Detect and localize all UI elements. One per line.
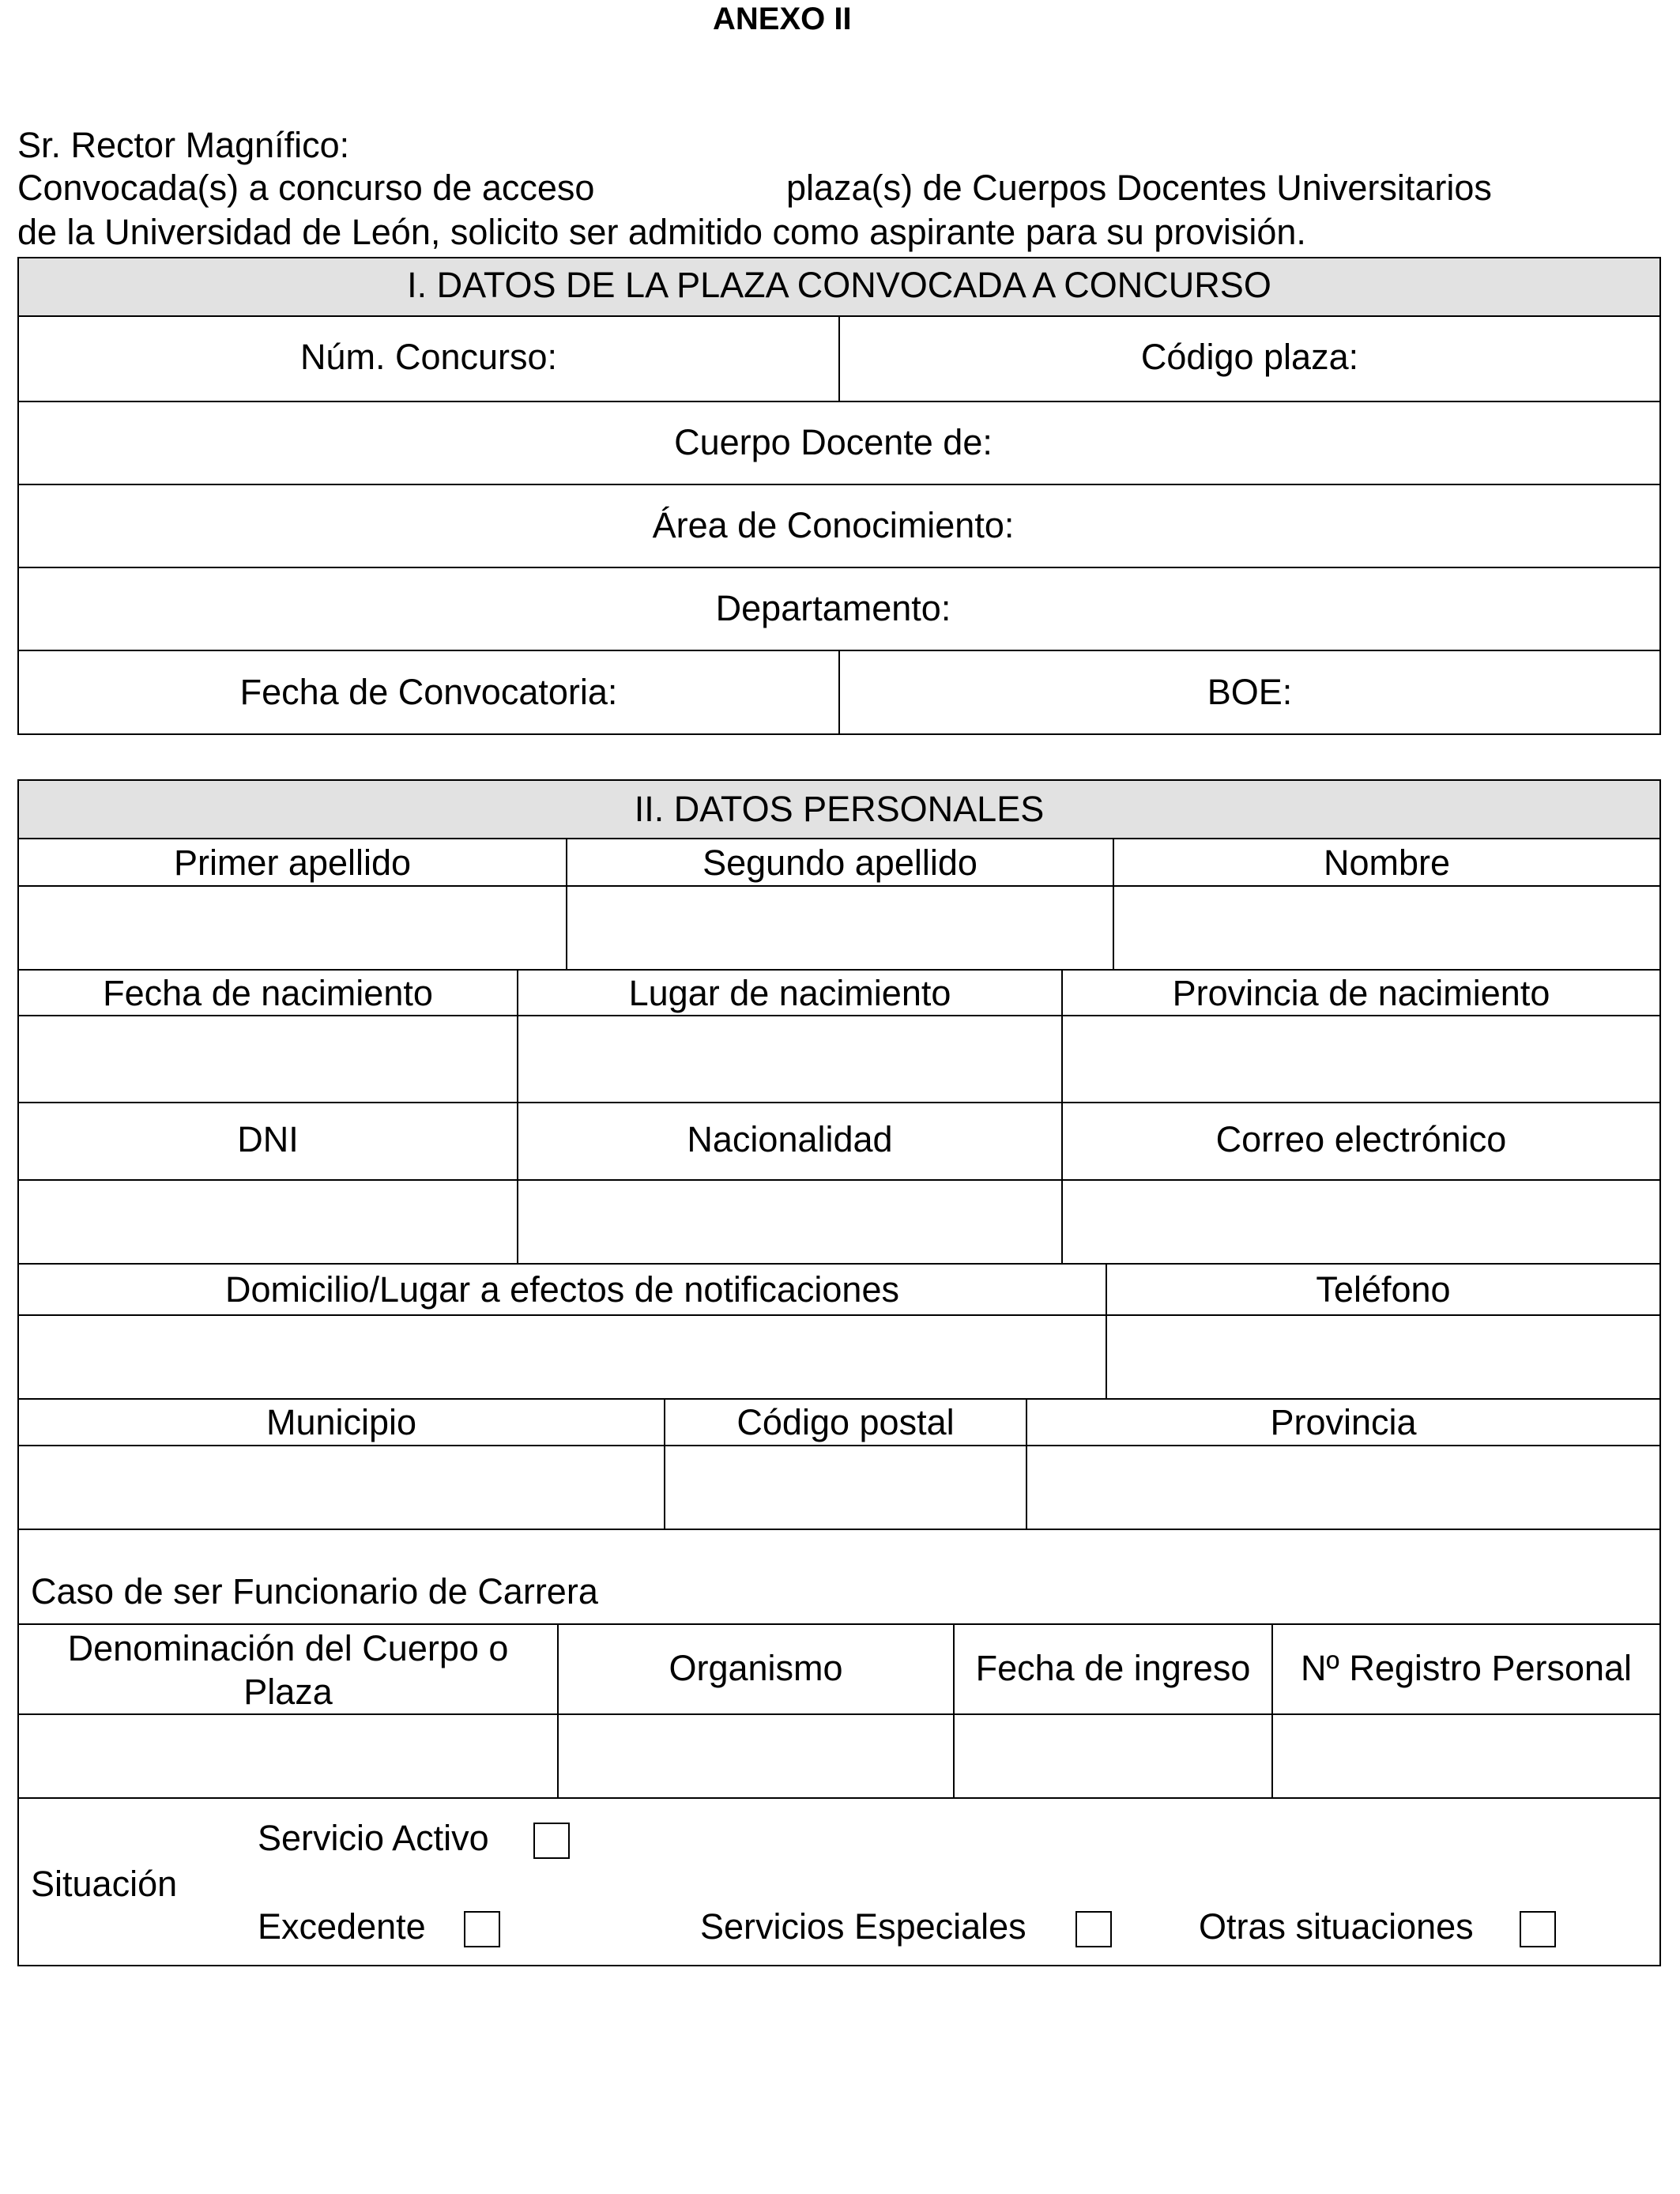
- boe-field[interactable]: [838, 650, 1661, 735]
- nombre-header: [1113, 838, 1661, 887]
- fecha-ingreso-input[interactable]: [953, 1713, 1273, 1799]
- otras-situaciones-label: Otras situaciones: [1199, 1906, 1474, 1947]
- provincia-nacimiento-label: Provincia de nacimiento: [1172, 973, 1550, 1013]
- provincia-nacimiento-header: [1061, 969, 1661, 1016]
- correo-header: [1061, 1102, 1661, 1181]
- municipio-header: [17, 1398, 665, 1446]
- excedente-checkbox[interactable]: [464, 1911, 500, 1947]
- primer-apellido-header: [17, 838, 567, 887]
- lugar-nacimiento-input[interactable]: [517, 1015, 1063, 1103]
- registro-personal-input[interactable]: [1271, 1713, 1661, 1799]
- funcionario-label: Caso de ser Funcionario de Carrera: [31, 1571, 598, 1612]
- codigo-plaza-field[interactable]: [838, 315, 1661, 402]
- lugar-nacimiento-header: [517, 969, 1063, 1016]
- document-title: ANEXO II: [713, 2, 852, 36]
- excedente-label: Excedente: [258, 1906, 426, 1947]
- fecha-convocatoria-label: Fecha de Convocatoria:: [239, 672, 618, 712]
- servicios-especiales-label: Servicios Especiales: [700, 1906, 1026, 1947]
- otras-situaciones-checkbox[interactable]: [1520, 1911, 1556, 1947]
- dni-header: [17, 1102, 518, 1181]
- nacionalidad-input[interactable]: [517, 1179, 1063, 1265]
- section-1-heading-text: I. DATOS DE LA PLAZA CONVOCADA A CONCURSO: [407, 265, 1271, 305]
- fecha-ingreso-header: [953, 1623, 1273, 1715]
- nombre-input[interactable]: [1113, 885, 1661, 971]
- section-2-heading-text: II. DATOS PERSONALES: [634, 789, 1045, 829]
- codigo-postal-input[interactable]: [664, 1445, 1027, 1530]
- fecha-convocatoria-field[interactable]: [17, 650, 840, 735]
- fecha-nacimiento-header: [17, 969, 518, 1016]
- registro-personal-header: [1271, 1623, 1661, 1715]
- servicio-activo-checkbox[interactable]: [533, 1823, 570, 1859]
- telefono-input[interactable]: [1106, 1314, 1661, 1400]
- municipio-input[interactable]: [17, 1445, 665, 1530]
- provincia-nacimiento-input[interactable]: [1061, 1015, 1661, 1103]
- registro-personal-label: Nº Registro Personal: [1300, 1648, 1633, 1688]
- intro-text-end: plaza(s) de Cuerpos Docentes Universitarios: [786, 168, 1492, 208]
- municipio-label: Municipio: [266, 1402, 417, 1442]
- telefono-header: [1106, 1263, 1661, 1316]
- denominacion-label-line2: Plaza: [243, 1672, 333, 1712]
- domicilio-label: Domicilio/Lugar a efectos de notificaciones: [225, 1269, 899, 1310]
- nacionalidad-label: Nacionalidad: [687, 1119, 893, 1159]
- fecha-nacimiento-label: Fecha de nacimiento: [103, 973, 433, 1013]
- section-2-heading: [17, 779, 1661, 839]
- situacion-label: Situación: [31, 1864, 178, 1904]
- organismo-label: Organismo: [669, 1648, 843, 1688]
- codigo-postal-label: Código postal: [736, 1402, 955, 1442]
- provincia-label: Provincia: [1270, 1402, 1417, 1442]
- domicilio-input[interactable]: [17, 1314, 1107, 1400]
- organismo-header: [557, 1623, 955, 1715]
- cuerpo-docente-label: Cuerpo Docente de:: [674, 422, 993, 462]
- codigo-postal-header: [664, 1398, 1027, 1446]
- telefono-label: Teléfono: [1316, 1269, 1451, 1310]
- servicio-activo-label: Servicio Activo: [258, 1818, 489, 1858]
- nombre-label: Nombre: [1323, 843, 1451, 883]
- num-concurso-field[interactable]: [17, 315, 840, 402]
- departamento-label: Departamento:: [715, 588, 951, 628]
- provincia-input[interactable]: [1026, 1445, 1661, 1530]
- segundo-apellido-input[interactable]: [566, 885, 1114, 971]
- area-conocimiento-field[interactable]: [17, 484, 1661, 568]
- domicilio-header: [17, 1263, 1107, 1316]
- intro-text-line2: de la Universidad de León, solicito ser admitido como aspirante para su provisión.: [17, 212, 1306, 252]
- fecha-nacimiento-input[interactable]: [17, 1015, 518, 1103]
- codigo-plaza-label: Código plaza:: [1140, 337, 1359, 377]
- provincia-header: [1026, 1398, 1661, 1446]
- segundo-apellido-header: [566, 838, 1114, 887]
- organismo-input[interactable]: [557, 1713, 955, 1799]
- num-concurso-label: Núm. Concurso:: [299, 337, 558, 377]
- situacion-row: [17, 1797, 1661, 1966]
- segundo-apellido-label: Segundo apellido: [703, 843, 977, 883]
- cuerpo-docente-field[interactable]: [17, 401, 1661, 485]
- dni-input[interactable]: [17, 1179, 518, 1265]
- funcionario-row: [17, 1529, 1661, 1625]
- denominacion-header: [17, 1623, 559, 1715]
- nacionalidad-header: [517, 1102, 1063, 1181]
- salutation: Sr. Rector Magnífico:: [17, 125, 350, 165]
- servicios-especiales-checkbox[interactable]: [1075, 1911, 1112, 1947]
- lugar-nacimiento-label: Lugar de nacimiento: [628, 973, 951, 1013]
- denominacion-label-line1: Denominación del Cuerpo o: [67, 1628, 509, 1668]
- boe-label: BOE:: [1207, 672, 1293, 712]
- correo-input[interactable]: [1061, 1179, 1661, 1265]
- primer-apellido-label: Primer apellido: [173, 843, 412, 883]
- denominacion-input[interactable]: [17, 1713, 559, 1799]
- fecha-ingreso-label: Fecha de ingreso: [975, 1648, 1251, 1688]
- primer-apellido-input[interactable]: [17, 885, 567, 971]
- section-1-heading: [17, 257, 1661, 317]
- correo-label: Correo electrónico: [1215, 1119, 1507, 1159]
- intro-text-start: Convocada(s) a concurso de acceso: [17, 168, 595, 208]
- area-conocimiento-label: Área de Conocimiento:: [652, 505, 1015, 545]
- dni-label: DNI: [237, 1119, 299, 1159]
- departamento-field[interactable]: [17, 567, 1661, 651]
